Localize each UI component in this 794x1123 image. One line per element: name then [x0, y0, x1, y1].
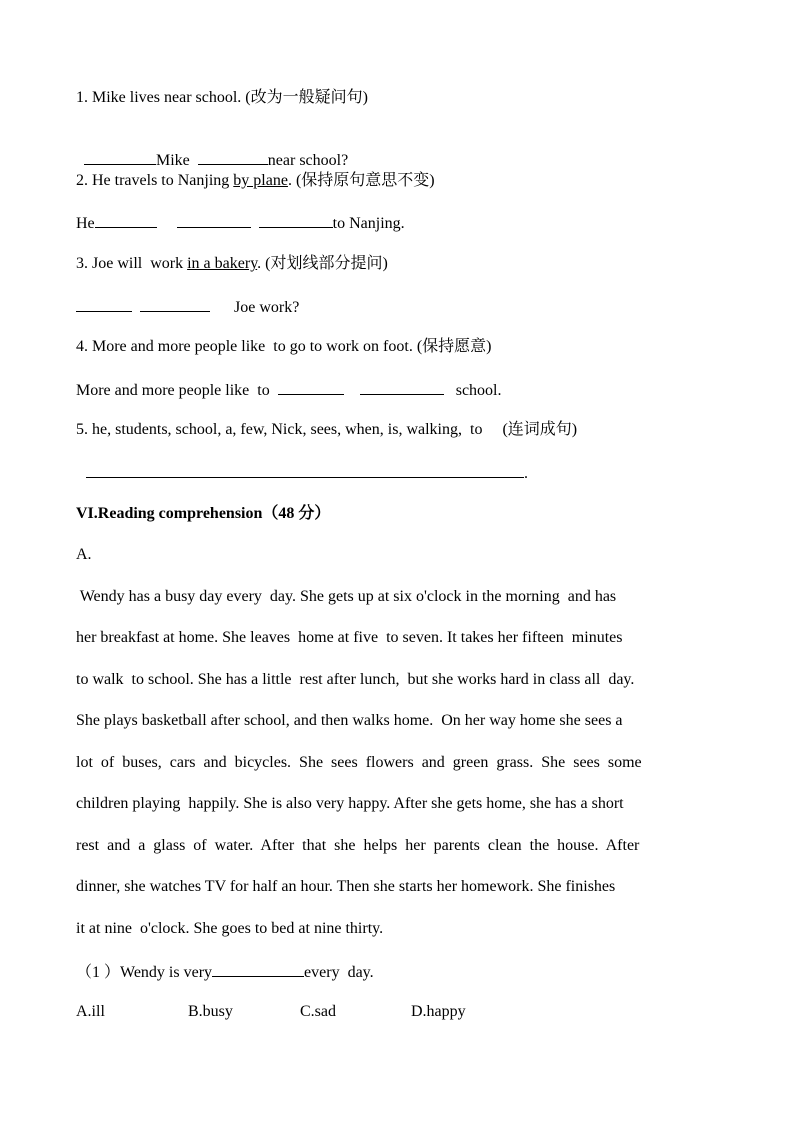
answer-blank[interactable] — [360, 379, 444, 395]
answer-blank[interactable] — [84, 149, 156, 165]
answer-text: near school? — [267, 152, 349, 169]
option-b[interactable]: B.busy — [188, 1003, 233, 1020]
passage-line: rest and a glass of water. After that she helps her parents clean the house. After — [76, 837, 640, 854]
exercise-5-question: 5. he, students, school, a, few, Nick, sees, when, is, walking, to (连词成句) — [76, 421, 578, 438]
question-text: . (对划线部分提问) — [257, 255, 388, 272]
section-title: VI.Reading comprehension（48 分） — [76, 505, 331, 522]
answer-blank[interactable] — [86, 462, 524, 478]
exercise-3-question — [76, 254, 388, 274]
passage-line: children playing happily. She is also very happy. After she gets home, she has a short — [76, 795, 624, 812]
passage-line: it at nine o'clock. She goes to bed at nine thirty. — [76, 920, 384, 937]
underlined-phrase: by plane — [233, 172, 288, 189]
option-a[interactable]: A.ill — [76, 1003, 105, 1020]
answer-text: Mike — [156, 152, 190, 169]
answer-blank[interactable] — [278, 379, 344, 395]
answer-text: Joe work? — [234, 299, 300, 316]
answer-text: school. — [455, 382, 502, 399]
exercise-4-answer — [76, 379, 502, 401]
exercise-2-answer — [76, 212, 405, 234]
passage-line: She plays basketball after school, and then walks home. On her way home she sees a — [76, 712, 623, 729]
exercise-1-answer — [76, 129, 348, 171]
question-text: every day. — [304, 964, 374, 981]
answer-blank[interactable] — [95, 212, 157, 228]
underlined-phrase: in a bakery — [187, 255, 258, 272]
answer-text: More and more people like to — [76, 382, 270, 399]
answer-blank[interactable] — [177, 212, 251, 228]
exercise-3-answer — [76, 296, 299, 318]
passage-line: Wendy has a busy day every day. She gets up at six o'clock in the morning and has — [76, 588, 617, 605]
question-text: . (保持原句意思不变) — [287, 172, 435, 189]
answer-blank[interactable] — [76, 296, 132, 312]
answer-text: . — [524, 465, 528, 482]
answer-text: to Nanjing. — [332, 215, 405, 232]
exercise-5-answer — [86, 462, 528, 484]
option-d[interactable]: D.happy — [411, 1003, 466, 1020]
answer-blank[interactable] — [212, 961, 304, 977]
answer-blank[interactable] — [198, 149, 268, 165]
answer-blank[interactable] — [259, 212, 333, 228]
exercise-2-question — [76, 171, 435, 191]
passage-label: A. — [76, 546, 92, 563]
passage-line: to walk to school. She has a little rest after lunch, but she works hard in class all day. — [76, 671, 635, 688]
passage-line: her breakfast at home. She leaves home at five to seven. It takes her fifteen minutes — [76, 629, 623, 646]
question-text: 3. Joe will work — [76, 255, 188, 272]
passage-line: dinner, she watches TV for half an hour. Then she starts her homework. She finishes — [76, 878, 616, 895]
question-text: （1 ）Wendy is very — [76, 964, 213, 981]
answer-blank[interactable] — [140, 296, 210, 312]
question-stem — [76, 961, 374, 983]
passage-line: lot of buses, cars and bicycles. She sees flowers and green grass. She sees some — [76, 754, 642, 771]
exercise-1-question: 1. Mike lives near school. (改为一般疑问句) — [76, 89, 368, 106]
answer-text: He — [76, 215, 95, 232]
option-c[interactable]: C.sad — [300, 1003, 336, 1020]
question-text: 2. He travels to Nanjing — [76, 172, 234, 189]
exercise-4-question: 4. More and more people like to go to work on foot. (保持愿意) — [76, 338, 492, 355]
